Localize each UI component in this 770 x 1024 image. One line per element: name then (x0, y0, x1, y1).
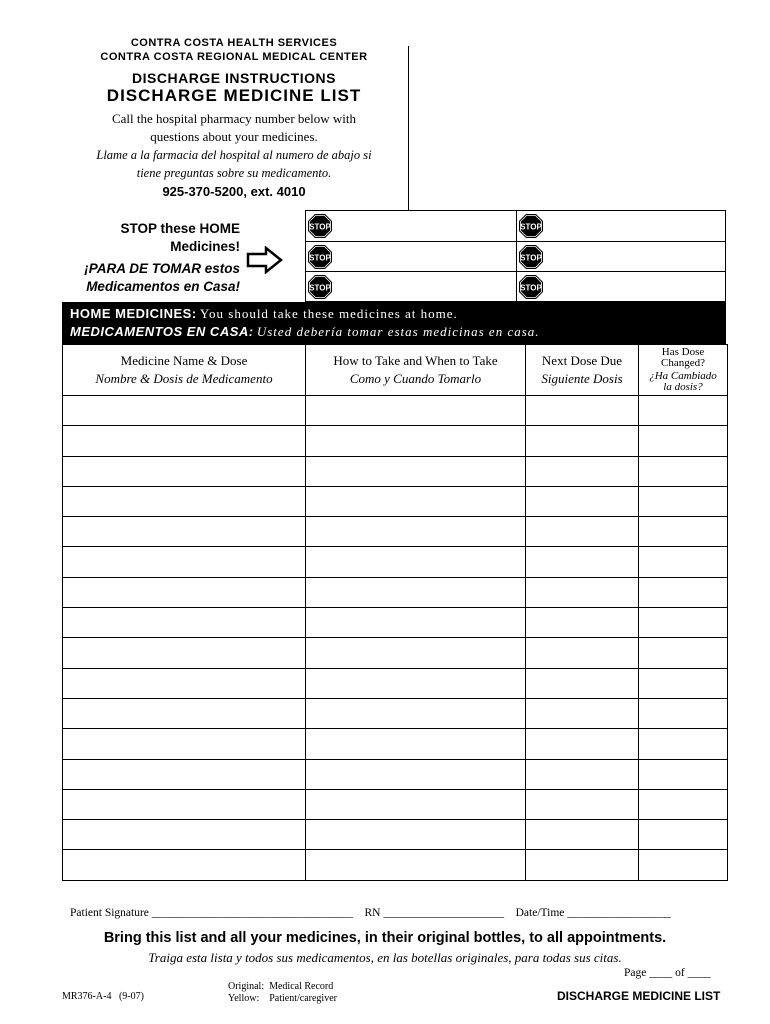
how-to-take-cell[interactable] (306, 547, 526, 577)
next-dose-cell[interactable] (526, 577, 639, 607)
table-row (63, 789, 728, 819)
next-dose-cell[interactable] (526, 759, 639, 789)
column-header-en: Next Dose Due (541, 353, 623, 368)
home-medicines-banner (62, 302, 726, 344)
rn-label: RN (364, 907, 381, 919)
next-dose-cell[interactable] (526, 608, 639, 638)
next-dose-cell[interactable] (526, 668, 639, 698)
medicine-name-cell[interactable] (63, 638, 306, 668)
table-row (63, 517, 728, 547)
stop-label-es-line-1: ¡PARA DE TOMAR estos (84, 261, 240, 276)
right-arrow-icon (246, 246, 284, 274)
instruction-en-line-1: Call the hospital pharmacy number below with (111, 111, 357, 126)
patient-signature-field[interactable]: ___________________________________ (151, 907, 354, 919)
column-header-es: Como y Cuando Tomarlo (349, 371, 482, 386)
stop-medicines-label (66, 220, 240, 296)
dose-changed-cell[interactable] (639, 698, 728, 728)
medicine-name-cell[interactable] (63, 396, 306, 426)
signature-row (70, 907, 671, 919)
how-to-take-cell[interactable] (306, 789, 526, 819)
how-to-take-cell[interactable] (306, 396, 526, 426)
stop-sign-icon (307, 213, 333, 239)
dose-changed-cell[interactable] (639, 729, 728, 759)
how-to-take-cell[interactable] (306, 668, 526, 698)
medicine-name-cell[interactable] (63, 547, 306, 577)
pharmacy-phone: 925-370-5200, ext. 4010 (162, 184, 306, 199)
datetime-field[interactable]: __________________ (567, 907, 671, 919)
table-row (63, 608, 728, 638)
how-to-take-cell[interactable] (306, 608, 526, 638)
how-to-take-cell[interactable] (306, 638, 526, 668)
table-row (63, 729, 728, 759)
home-medicines-table (62, 344, 728, 881)
next-dose-cell[interactable] (526, 426, 639, 456)
stop-sign-icon (518, 213, 544, 239)
medicine-name-cell[interactable] (63, 698, 306, 728)
page-label: Page (624, 967, 647, 979)
stop-label-en-line-2: Medicines! (170, 239, 240, 254)
table-row (63, 456, 728, 486)
dose-changed-cell[interactable] (639, 820, 728, 850)
medicine-name-cell[interactable] (63, 517, 306, 547)
svg-text:STOP: STOP (309, 283, 331, 293)
svg-text:STOP: STOP (520, 253, 542, 263)
stop-label-en-line-1: STOP these HOME (120, 221, 240, 236)
how-to-take-cell[interactable] (306, 517, 526, 547)
banner-line-es (70, 323, 718, 341)
banner-text-es: Usted debería tomar estas medicinas en casa. (256, 324, 540, 339)
column-header-en: Changed? (661, 357, 705, 369)
org-name-line-2: CONTRA COSTA REGIONAL MEDICAL CENTER (100, 51, 368, 63)
table-row (63, 698, 728, 728)
org-name-line-1: CONTRA COSTA HEALTH SERVICES (130, 37, 338, 49)
stop-medicine-field[interactable] (306, 242, 516, 272)
table-row (63, 668, 728, 698)
medicine-name-cell[interactable] (63, 486, 306, 516)
column-header-en: Has Dose (661, 346, 705, 358)
stop-sign-icon (307, 274, 333, 300)
next-dose-cell[interactable] (526, 547, 639, 577)
column-header-es: ¿Ha Cambiado (649, 370, 717, 382)
next-dose-cell[interactable] (526, 850, 639, 880)
medicine-name-cell[interactable] (63, 820, 306, 850)
dose-changed-cell[interactable] (639, 759, 728, 789)
rn-field[interactable]: _____________________ (383, 907, 505, 919)
medicine-name-cell[interactable] (63, 426, 306, 456)
bring-list-notice-es: Traiga esta lista y todos sus medicamentos, en las botellas originales, para todas sus citas. (148, 950, 622, 965)
stop-label-es-line-2: Medicamentos en Casa! (86, 279, 240, 294)
column-header-en: Medicine Name & Dose (120, 353, 248, 368)
instruction-es-line-2: tiene preguntas sobre su medicamento. (136, 166, 332, 180)
column-header-es: la dosis? (663, 381, 703, 393)
how-to-take-cell[interactable] (306, 456, 526, 486)
table-body (63, 396, 728, 881)
form-subtitle: DISCHARGE INSTRUCTIONS (132, 70, 336, 86)
banner-line-en (70, 305, 718, 323)
next-dose-cell[interactable] (526, 789, 639, 819)
form-number: MR376-A-4 (9-07) (62, 991, 144, 1002)
dose-changed-cell[interactable] (639, 547, 728, 577)
medicine-name-cell[interactable] (63, 729, 306, 759)
stop-medicine-field[interactable] (306, 211, 516, 241)
table-row (63, 759, 728, 789)
stop-sign-icon (518, 244, 544, 270)
column-header-en: How to Take and When to Take (333, 353, 498, 368)
stop-medicine-field[interactable] (306, 272, 516, 302)
column-header-dose-changed (639, 345, 728, 396)
table-row (63, 547, 728, 577)
table-row (63, 426, 728, 456)
table-row (63, 396, 728, 426)
medicine-name-cell[interactable] (63, 759, 306, 789)
dose-changed-cell[interactable] (639, 486, 728, 516)
page-number-row (624, 967, 711, 979)
svg-text:STOP: STOP (309, 222, 331, 232)
page-total-field[interactable]: ____ (687, 967, 711, 979)
medicine-name-cell[interactable] (63, 668, 306, 698)
header-divider (408, 46, 409, 211)
bring-list-notice-en: Bring this list and all your medicines, in their original bottles, to all appointments. (103, 930, 667, 946)
how-to-take-cell[interactable] (306, 820, 526, 850)
how-to-take-cell[interactable] (306, 698, 526, 728)
next-dose-cell[interactable] (526, 396, 639, 426)
column-header-medicine (63, 345, 306, 396)
how-to-take-cell[interactable] (306, 426, 526, 456)
dose-changed-cell[interactable] (639, 456, 728, 486)
column-header-es: Nombre & Dosis de Medicamento (95, 371, 273, 386)
svg-text:STOP: STOP (309, 253, 331, 263)
next-dose-cell[interactable] (526, 638, 639, 668)
table-row (63, 577, 728, 607)
column-header-es: Siguiente Dosis (541, 371, 623, 386)
datetime-label: Date/Time (515, 907, 565, 919)
dose-changed-cell[interactable] (639, 396, 728, 426)
dose-changed-cell[interactable] (639, 577, 728, 607)
instruction-es-line-1: Llame a la farmacia del hospital al numero de abajo si (96, 148, 372, 162)
dose-changed-cell[interactable] (639, 668, 728, 698)
medicine-name-cell[interactable] (63, 608, 306, 638)
column-header-how-to-take (306, 345, 526, 396)
dose-changed-cell[interactable] (639, 608, 728, 638)
medicine-name-cell[interactable] (63, 789, 306, 819)
table-row (63, 638, 728, 668)
next-dose-cell[interactable] (526, 517, 639, 547)
dose-changed-cell[interactable] (639, 789, 728, 819)
patient-signature-label: Patient Signature (70, 907, 149, 919)
banner-text-en: You should take these medicines at home. (199, 306, 458, 321)
page-of-label: of (675, 967, 685, 979)
table-row (63, 820, 728, 850)
next-dose-cell[interactable] (526, 698, 639, 728)
stop-medicines-table (305, 210, 726, 302)
svg-text:STOP: STOP (520, 283, 542, 293)
banner-heading-es: MEDICAMENTOS EN CASA: (70, 324, 254, 339)
dose-changed-cell[interactable] (639, 517, 728, 547)
next-dose-cell[interactable] (526, 729, 639, 759)
how-to-take-cell[interactable] (306, 486, 526, 516)
next-dose-cell[interactable] (526, 486, 639, 516)
dose-changed-cell[interactable] (639, 850, 728, 880)
column-header-next-dose (526, 345, 639, 396)
form-header (60, 36, 408, 199)
next-dose-cell[interactable] (526, 456, 639, 486)
next-dose-cell[interactable] (526, 820, 639, 850)
page-number-field[interactable]: ____ (649, 967, 673, 979)
dose-changed-cell[interactable] (639, 426, 728, 456)
medicine-name-cell[interactable] (63, 850, 306, 880)
footer-title: DISCHARGE MEDICINE LIST (557, 989, 721, 1003)
table-row (63, 850, 728, 880)
banner-heading-en: HOME MEDICINES: (70, 306, 197, 321)
how-to-take-cell[interactable] (306, 759, 526, 789)
copy-original-line: Original: Medical Record (228, 981, 334, 992)
how-to-take-cell[interactable] (306, 850, 526, 880)
copy-yellow-line: Yellow: Patient/caregiver (228, 993, 337, 1004)
stop-medicine-field[interactable] (517, 242, 727, 272)
medicine-name-cell[interactable] (63, 456, 306, 486)
stop-medicine-field[interactable] (517, 272, 727, 302)
table-row (63, 486, 728, 516)
svg-text:STOP: STOP (520, 222, 542, 232)
stop-sign-icon (307, 244, 333, 270)
form-title: DISCHARGE MEDICINE LIST (106, 86, 362, 105)
stop-sign-icon (518, 274, 544, 300)
stop-medicine-field[interactable] (517, 211, 727, 241)
copy-distribution (228, 981, 337, 1005)
table-header-row (63, 345, 728, 396)
medicine-name-cell[interactable] (63, 577, 306, 607)
instruction-en-line-2: questions about your medicines. (150, 129, 318, 144)
how-to-take-cell[interactable] (306, 577, 526, 607)
dose-changed-cell[interactable] (639, 638, 728, 668)
how-to-take-cell[interactable] (306, 729, 526, 759)
